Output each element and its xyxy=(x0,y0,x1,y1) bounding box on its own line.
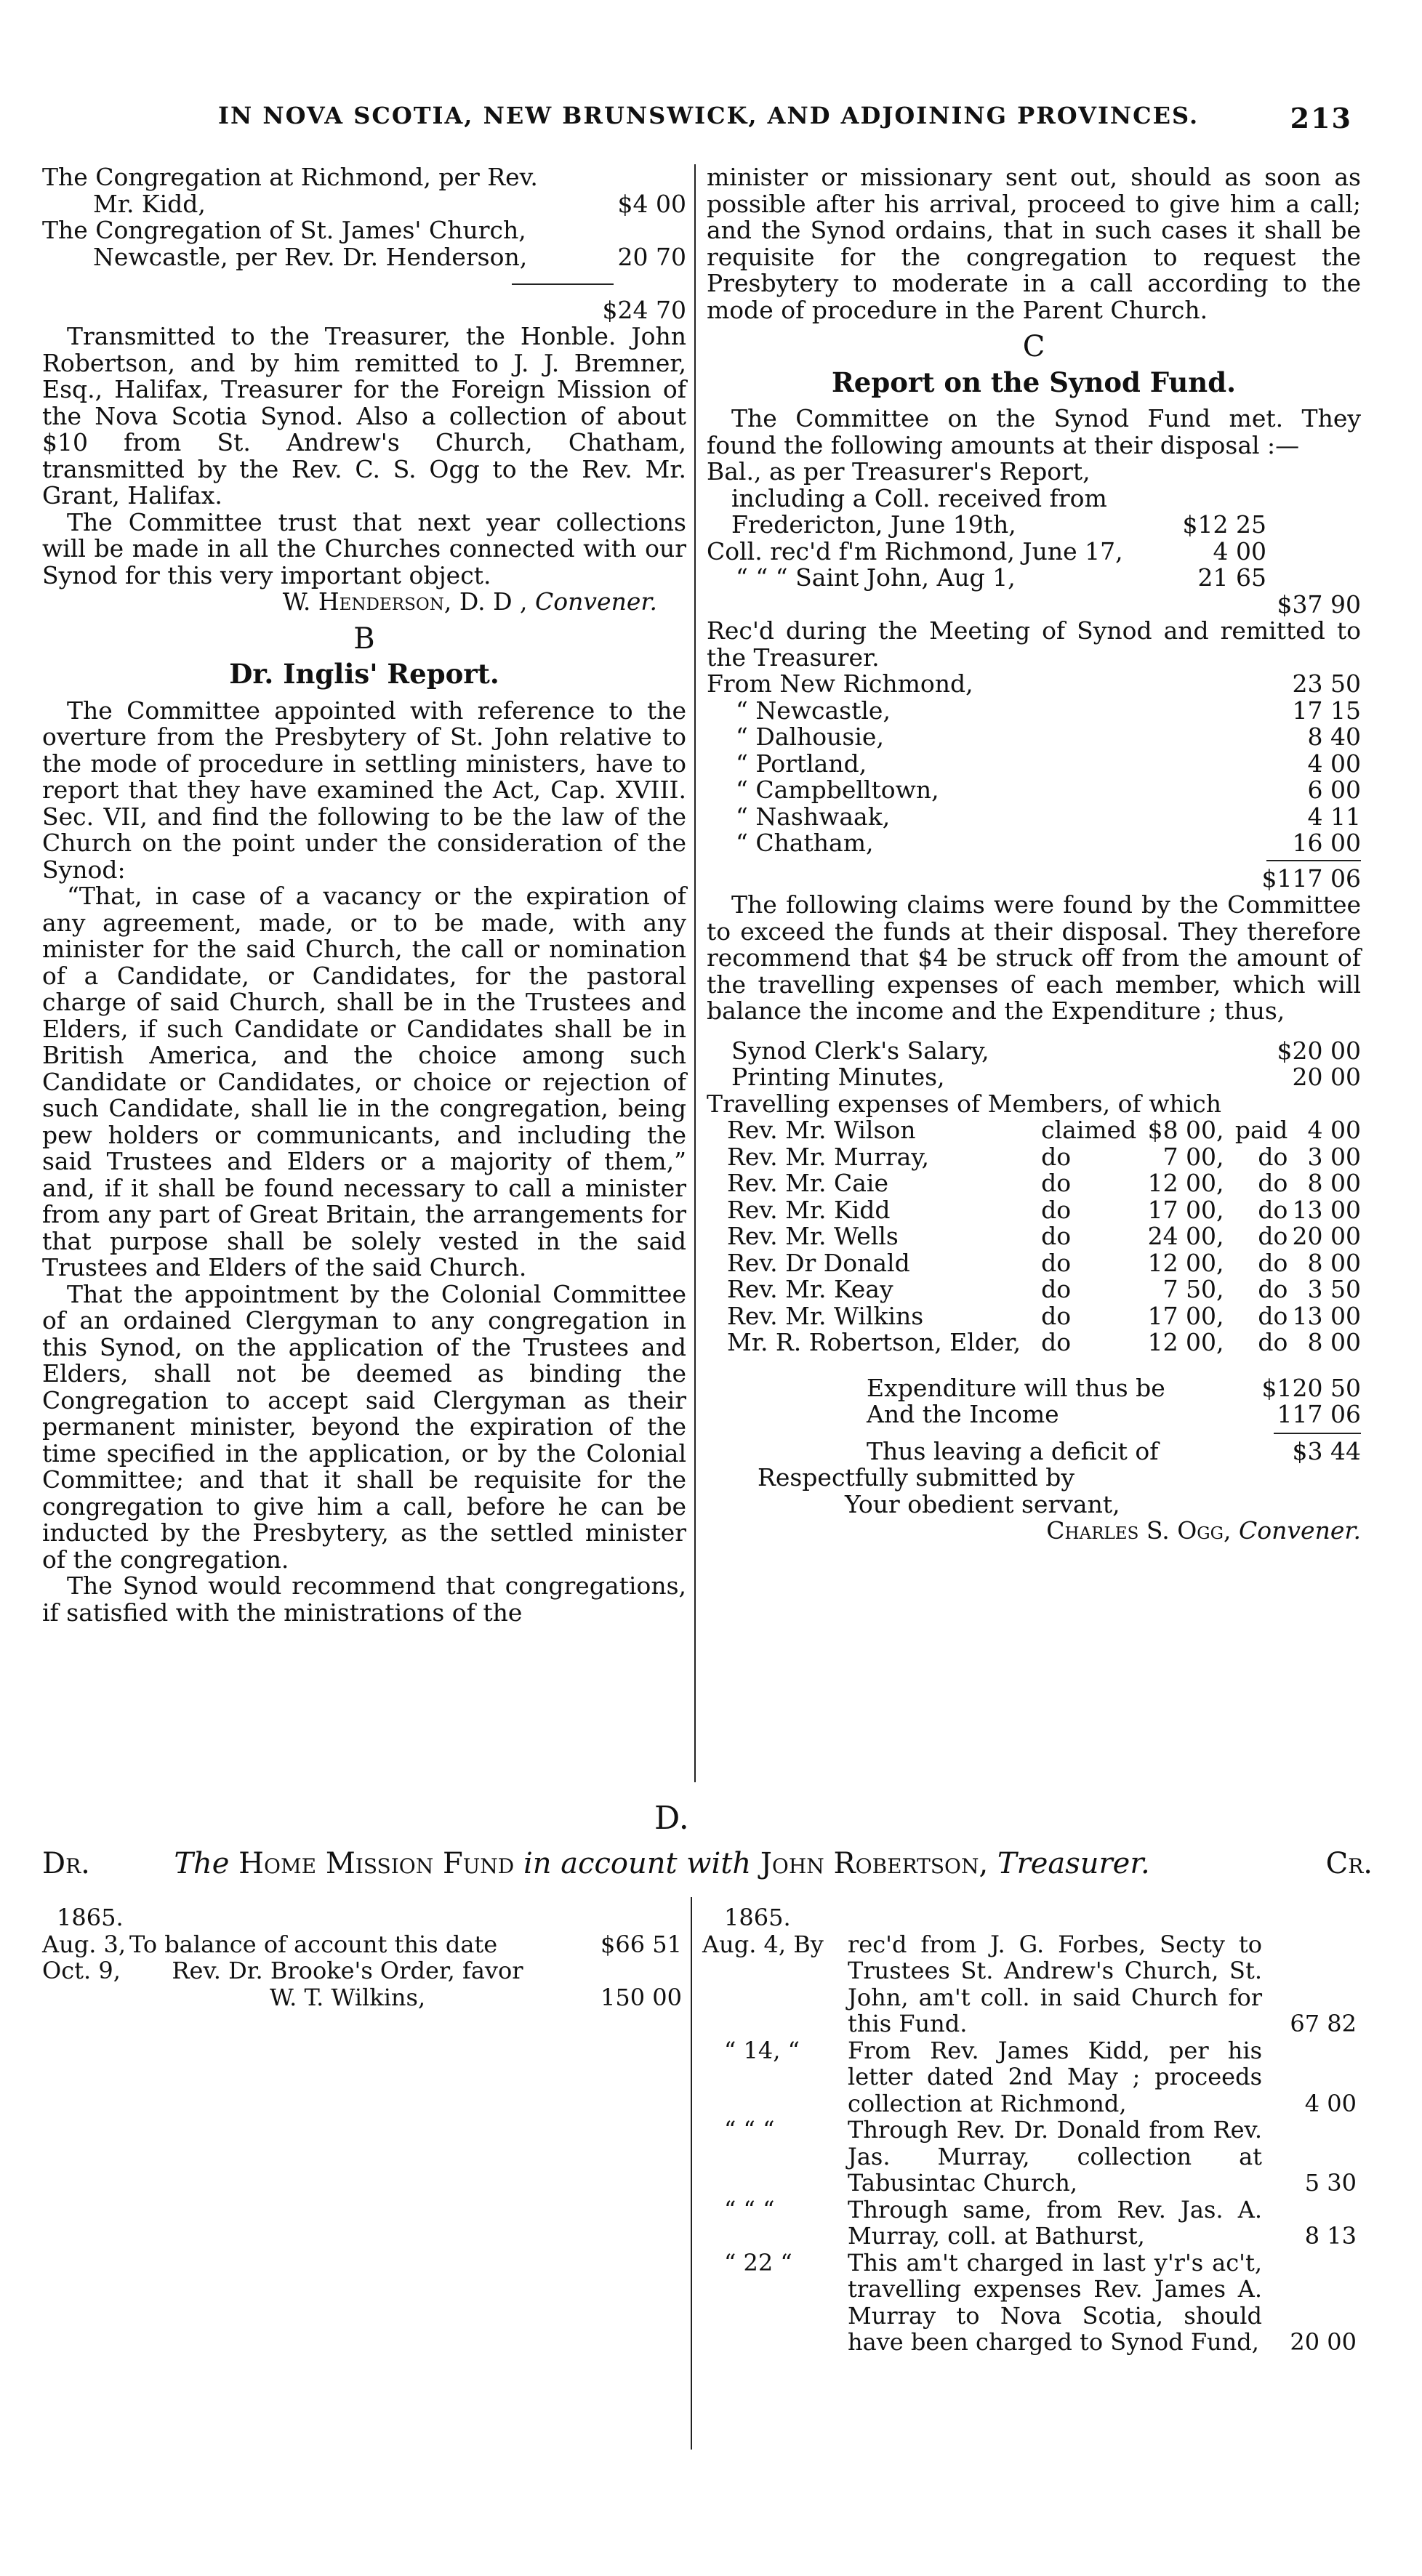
claim-name: Rev. Mr. Murray, xyxy=(727,1142,930,1171)
debit-year: 1865. xyxy=(57,1904,124,1931)
received-heading: Rec'd during the Meeting of Synod and remitted to the Treasurer. xyxy=(707,616,1361,672)
claim-paid: 8 00 xyxy=(1307,1328,1361,1356)
credit-entry: “ “ “ Through same, from Rev. Jas. A. Murray, coll. at Bathurst, 8 13 xyxy=(724,2195,1357,2250)
signature-role: Convener. xyxy=(1239,1516,1361,1545)
cr-label: Cr. xyxy=(1325,1847,1373,1880)
column-divider xyxy=(694,164,696,1782)
running-head xyxy=(218,102,1352,137)
claim-claimed: 24 00, xyxy=(1147,1222,1224,1250)
balance-line: Bal., as per Treasurer's Report, xyxy=(707,457,1090,486)
claim-paid-label: do xyxy=(1258,1222,1288,1250)
claim-name: Rev. Mr. Caie xyxy=(727,1169,889,1197)
claim-paid: 13 00 xyxy=(1292,1195,1361,1224)
cong-line: Newcastle, per Rev. Dr. Henderson, 20 70 xyxy=(93,242,686,271)
balance-total: $37 90 xyxy=(1277,589,1361,619)
fixed-line: Synod Clerk's Salary, $20 00 xyxy=(731,1036,1361,1065)
balance-line: “ “ “ Saint John, Aug 1, 21 65 xyxy=(736,563,1266,592)
income-line: And the Income 117 06 xyxy=(867,1400,1361,1428)
claim-do: do xyxy=(1041,1248,1072,1277)
title-the: The xyxy=(174,1847,230,1880)
claim-paid: 13 00 xyxy=(1292,1301,1361,1330)
account-credit-side xyxy=(702,1904,1357,2356)
respectfully-line: Respectfully submitted by xyxy=(758,1463,1075,1492)
claim-claimed: 7 50, xyxy=(1162,1275,1224,1303)
received-line: From New Richmond, 23 50 xyxy=(707,669,1361,698)
section-heading-c: Report on the Synod Fund. xyxy=(832,366,1236,398)
claim-paid-label: do xyxy=(1258,1195,1288,1224)
section-letter-b: B xyxy=(353,621,375,656)
cong-line: The Congregation at Richmond, per Rev. xyxy=(42,163,538,191)
page-number: 213 xyxy=(1290,102,1352,134)
signature-role: Convener. xyxy=(535,587,657,616)
claim-row xyxy=(707,1329,1361,1356)
credit-year: 1865. xyxy=(724,1904,791,1931)
debit-entry: Oct. 9, Rev. Dr. Brooke's Order, favor W. T. Wilkins, 150 00 xyxy=(42,1957,682,2011)
account-title xyxy=(42,1846,1373,1881)
claim-claimed: 17 00, xyxy=(1147,1195,1224,1224)
credit-entry: “ “ “ Through Rev. Dr. Donald from Rev. Jas. Murray, collection at Tabusintac Church, 5 30 xyxy=(724,2116,1357,2197)
claim-row xyxy=(707,1276,1361,1303)
claim-row xyxy=(707,1303,1361,1330)
paragraph-c1: The Committee on the Synod Fund met. They found the following amounts at their disposal :— xyxy=(707,404,1361,459)
claim-do: do xyxy=(1041,1275,1072,1303)
claim-do: claimed xyxy=(1041,1116,1137,1144)
claim-row xyxy=(707,1250,1361,1277)
deficit-line: Thus leaving a deficit of $3 44 xyxy=(867,1436,1361,1465)
claim-claimed: 7 00, xyxy=(1162,1142,1224,1171)
paragraph-b1: The Committee appointed with reference to the overture from the Presbytery of St. John relative to the mode of procedure in settling ministers, have to report that they have examined the Act, Cap. XVIII. Sec. VII, and find the following to be the law of the Church on the point under the consideration of the Synod: xyxy=(42,696,686,884)
claim-paid-label: do xyxy=(1258,1248,1288,1277)
received-line: “ Portland, 4 00 xyxy=(736,749,1361,778)
claim-do: do xyxy=(1041,1301,1072,1330)
received-line: “ Nashwaak, 4 11 xyxy=(736,802,1361,831)
claim-do: do xyxy=(1041,1169,1072,1197)
claim-name: Rev. Mr. Keay xyxy=(727,1275,893,1303)
claim-paid: 8 00 xyxy=(1307,1248,1361,1277)
signature-name: W. Henderson, D. D , xyxy=(282,587,528,616)
totals-block xyxy=(707,1375,1361,1465)
balance-line: Coll. rec'd f'm Richmond, June 17, 4 00 xyxy=(707,536,1266,565)
signature-name: Charles S. Ogg, xyxy=(1046,1516,1232,1545)
section-letter-d: D. xyxy=(654,1800,689,1837)
received-line: “ Dalhousie, 8 40 xyxy=(736,723,1361,751)
claim-do: do xyxy=(1041,1328,1072,1356)
paragraph-continued: minister or missionary sent out, should as soon as possible after his arrival, proceed to give him a call; and the Synod ordains, that in such cases it shall be requisite for the congregation to request the Presbytery to moderate in a call according to the mode of procedure in the Parent Church. xyxy=(707,163,1361,324)
left-column xyxy=(42,164,686,1626)
claims-table xyxy=(707,1117,1361,1356)
signature-henderson xyxy=(42,589,686,616)
claim-paid-label: do xyxy=(1258,1301,1288,1330)
claim-claimed: 17 00, xyxy=(1147,1301,1224,1330)
subtotal-line: $24 70 xyxy=(602,295,686,324)
credit-entry: “ 22 “ This am't charged in last y'r's ac't, travelling expenses Rev. James A. Murray to Nova Scotia, should have been charged to Synod Fund, 20 00 xyxy=(724,2248,1357,2356)
claim-paid-label: paid xyxy=(1234,1116,1288,1144)
fixed-costs xyxy=(707,1038,1361,1091)
claim-paid: 3 00 xyxy=(1307,1142,1361,1171)
claim-row xyxy=(707,1144,1361,1171)
running-head-title: IN NOVA SCOTIA, NEW BRUNSWICK, AND ADJOINING PROVINCES. xyxy=(218,102,1200,129)
claim-do: do xyxy=(1041,1142,1072,1171)
right-column xyxy=(707,164,1361,1545)
claim-paid-label: do xyxy=(1258,1275,1288,1303)
claim-name: Rev. Mr. Wilson xyxy=(727,1116,916,1144)
received-total: $117 06 xyxy=(1261,864,1361,893)
sum-rule xyxy=(42,270,686,297)
paragraph-b4: The Synod would recommend that congregations, if satisfied with the ministrations of the xyxy=(42,1571,686,1627)
claim-paid: 8 00 xyxy=(1307,1169,1361,1197)
congregation-list xyxy=(42,164,686,270)
title-name: John Robertson, xyxy=(760,1847,989,1880)
paragraph-transmitted: Transmitted to the Treasurer, the Honble. John Robertson, and by him remitted to J. J. Bremner, Esq., Halifax, Treasurer for the Foreign Mission of the Nova Scotia Synod. Also a collection of about $10 from St. Andrew's Church, Chatham, transmitted by the Rev. C. S. Ogg to the Rev. Mr. Grant, Halifax. xyxy=(42,322,686,510)
claim-claimed: 12 00, xyxy=(1147,1328,1224,1356)
claim-paid: 3 50 xyxy=(1307,1275,1361,1303)
obedient-line: Your obedient servant, xyxy=(845,1489,1120,1518)
claim-claimed: 12 00, xyxy=(1147,1169,1224,1197)
balance-list xyxy=(707,459,1361,592)
claim-row xyxy=(707,1197,1361,1224)
section-heading-b: Dr. Inglis' Report. xyxy=(229,658,499,690)
claim-name: Rev. Mr. Wilkins xyxy=(727,1301,924,1330)
claim-name: Rev. Dr Donald xyxy=(727,1248,910,1277)
claim-do: do xyxy=(1041,1222,1072,1250)
received-list xyxy=(707,671,1361,857)
claim-do: do xyxy=(1041,1195,1072,1224)
claim-paid-label: do xyxy=(1258,1328,1288,1356)
claim-paid-label: do xyxy=(1258,1142,1288,1171)
claim-row xyxy=(707,1170,1361,1197)
expenditure-line: Expenditure will thus be $120 50 xyxy=(867,1373,1361,1402)
credit-entry: Aug. 4, By rec'd from J. G. Forbes, Secty to Trustees St. Andrew's Church, St. John, am't coll. in said Church for this Fund. 67 82 xyxy=(702,1930,1357,2037)
cong-line: Mr. Kidd, $4 00 xyxy=(93,189,686,218)
account-debit-side xyxy=(42,1904,682,2011)
received-line: “ Campbelltown, 6 00 xyxy=(736,776,1361,804)
paragraph-claims: The following claims were found by the Committee to exceed the funds at their disposal. They therefore recommend that $4 be struck off from the amount of the travelling expenses of each member, which will balance the income and the Expenditure ; thus, xyxy=(707,890,1361,1025)
claim-name: Mr. R. Robertson, Elder, xyxy=(727,1328,1021,1356)
claim-claimed: $8 00, xyxy=(1147,1116,1224,1144)
claim-claimed: 12 00, xyxy=(1147,1248,1224,1277)
balance-line: Fredericton, June 19th, $12 25 xyxy=(731,510,1266,539)
debit-entry: Aug. 3, To balance of account this date $66 51 xyxy=(42,1930,682,1958)
claim-paid-label: do xyxy=(1258,1169,1288,1197)
claim-row xyxy=(707,1117,1361,1144)
claim-row xyxy=(707,1223,1361,1250)
balance-line: including a Coll. received from xyxy=(731,483,1107,512)
signature-ogg xyxy=(707,1518,1361,1545)
title-mid: in account with xyxy=(523,1847,752,1880)
claim-name: Rev. Mr. Wells xyxy=(727,1222,899,1250)
cong-line: The Congregation of St. James' Church, xyxy=(42,216,526,244)
dr-label: Dr. xyxy=(42,1847,90,1880)
paragraph-trust: The Committee trust that next year collections will be made in all the Churches connected with our Synod for this very important object. xyxy=(42,507,686,589)
claim-paid: 20 00 xyxy=(1292,1222,1361,1250)
claim-paid: 4 00 xyxy=(1307,1116,1361,1144)
section-letter-c: C xyxy=(1022,330,1045,363)
paragraph-b2: “That, in case of a vacancy or the expiration of any agreement, made, or to be made, with any minister for the said Church, the call or nomination of a Candidate, or Candidates, for the pastoral charge of said Church, shall be in the Trustees and Elders, if such Candidate or Candidates shall be in British America, and the choice among such Candidate or Candidates, or choice or rejection of such Candidate, shall lie in the congregation, being pew holders or communicants, and including the said Trustees and Elders or a majority of them,” and, if it shall be found necessary to call a minister from any part of Great Britain, the arrangements for that purpose shall be solely vested in the said Trustees and Elders of the said Church. xyxy=(42,882,686,1281)
fixed-line: Printing Minutes, 20 00 xyxy=(731,1063,1361,1091)
claim-name: Rev. Mr. Kidd xyxy=(727,1195,891,1224)
account-divider xyxy=(691,1897,692,2450)
credit-entry: “ 14, “ From Rev. James Kidd, per his letter dated 2nd May ; proceeds collection at Richmond, 4 00 xyxy=(724,2036,1357,2117)
received-line: “ Chatham, 16 00 xyxy=(736,829,1361,857)
received-line: “ Newcastle, 17 15 xyxy=(736,696,1361,725)
paragraph-b3: That the appointment by the Colonial Committee of an ordained Clergyman to any congregation in this Synod, on the application of the Trustees and Elders, shall not be deemed as binding the Congregation to accept said Clergyman as their permanent minister, beyond the expiration of the time specified in the application, or by the Colonial Committee; and that it shall be requisite for the congregation to give him a call, before he can be inducted by the Presbytery, as the settled minister of the congregation. xyxy=(42,1279,686,1574)
travel-heading: Travelling expenses of Members, of which xyxy=(707,1089,1221,1118)
title-fund: Home Mission Fund xyxy=(238,1847,515,1880)
title-role: Treasurer. xyxy=(997,1847,1150,1880)
